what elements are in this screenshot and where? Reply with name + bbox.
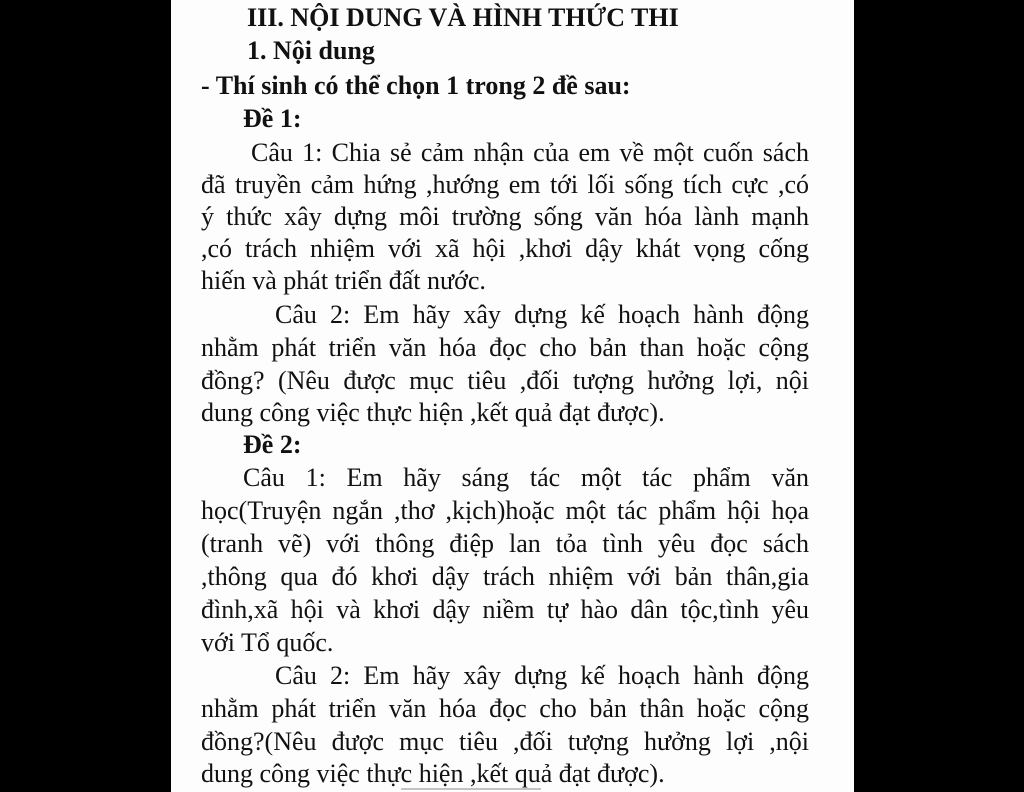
content-subheading: 1. Nội dung xyxy=(247,36,375,65)
topic-1-question-2-line: nhằm phát triển văn hóa đọc cho bản than hoặc cộng xyxy=(201,333,809,362)
document-page xyxy=(171,0,854,792)
topic-2-question-1-line: đình,xã hội và khơi dậy niềm tự hào dân tộc,tình yêu xyxy=(201,595,809,624)
topic-1-question-1-line: đã truyền cảm hứng ,hướng em tới lối sống tích cực ,có xyxy=(201,170,809,199)
intro-text: - Thí sinh có thể chọn 1 trong 2 đề sau: xyxy=(201,71,631,100)
topic-2-label: Đề 2: xyxy=(243,430,302,459)
topic-2-question-1-line: (tranh vẽ) với thông điệp lan tỏa tình yêu đọc sách xyxy=(201,529,809,558)
topic-2-question-1-line: học(Truyện ngắn ,thơ ,kịch)hoặc một tác phẩm hội họa xyxy=(201,496,809,525)
topic-1-question-1-line: ý thức xây dựng môi trường sống văn hóa lành mạnh xyxy=(201,202,809,231)
topic-2-question-2-line: nhằm phát triển văn hóa đọc cho bản thân hoặc cộng xyxy=(201,694,809,723)
cut-off-next-line xyxy=(401,788,541,792)
topic-2-question-1-line: Câu 1: Em hãy sáng tác một tác phẩm văn xyxy=(243,463,809,492)
topic-1-question-1-line: hiến và phát triển đất nước. xyxy=(201,266,486,295)
topic-1-question-1-line: Câu 1: Chia sẻ cảm nhận của em về một cuốn sách xyxy=(251,138,809,167)
topic-2-question-2-line: dung công việc thực hiện ,kết quả đạt được). xyxy=(201,759,665,788)
topic-1-question-2-line: Câu 2: Em hãy xây dựng kế hoạch hành động xyxy=(275,300,809,329)
topic-2-question-1-line: với Tổ quốc. xyxy=(201,628,334,657)
topic-1-question-1-line: ,có trách nhiệm với xã hội ,khơi dậy khát vọng cống xyxy=(201,234,809,263)
topic-1-label: Đề 1: xyxy=(243,104,302,133)
topic-2-question-2-line: đồng?(Nêu được mục tiêu ,đối tượng hưởng lợi ,nội xyxy=(201,727,809,756)
topic-1-question-2-line: dung công việc thực hiện ,kết quả đạt được). xyxy=(201,398,665,427)
topic-1-question-2-line: đồng? (Nêu được mục tiêu ,đối tượng hưởng lợi, nội xyxy=(201,366,809,395)
section-heading: III. NỘI DUNG VÀ HÌNH THỨC THI xyxy=(247,3,679,32)
topic-2-question-2-line: Câu 2: Em hãy xây dựng kế hoạch hành động xyxy=(275,661,809,690)
topic-2-question-1-line: ,thông qua đó khơi dậy trách nhiệm với bản thân,gia xyxy=(201,562,809,591)
